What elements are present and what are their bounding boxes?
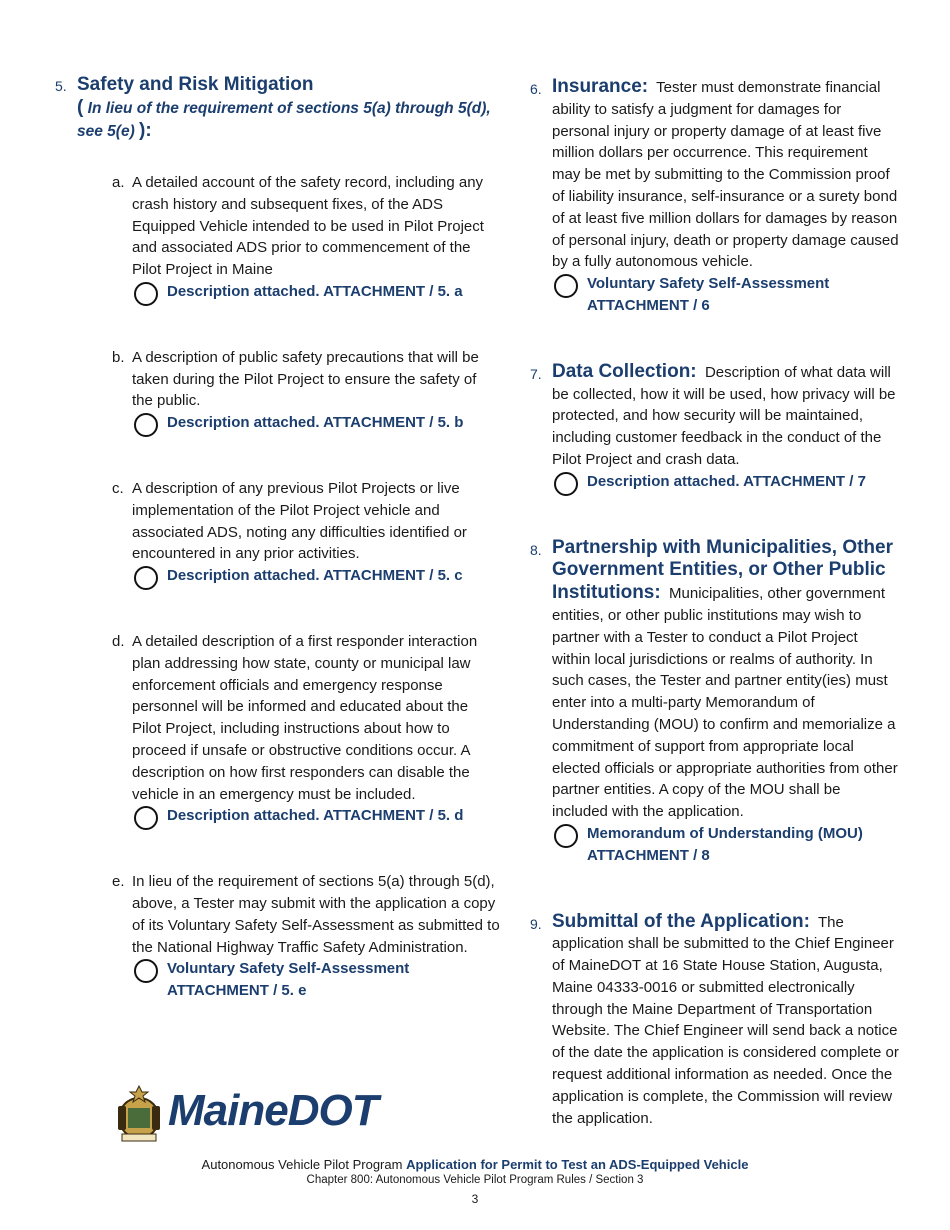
list-item: b. A description of public safety precautions that will be taken during the Pilot Project to ensure the safety of the public. Description attached. ATTACHMENT / 5. b: [55, 347, 500, 434]
section-7: 7. Data Collection: Description of what data will be collected, how it will be used, how privacy will be protected, and how security will be maintained, including customer feedback in the conduct of the Pilot Project and crash data. Description attached. ATTACHMENT / 7: [530, 361, 900, 493]
attachment-checkbox-5e[interactable]: Voluntary Safety Self-Assessment ATTACHMENT / 5. e: [132, 958, 500, 1002]
section-subtitle: ( In lieu of the requirement of sections 5(a) through 5(d), see 5(e) ):: [77, 97, 491, 141]
list-item: a. A detailed account of the safety record, including any crash history and subsequent fixes, of the ADS Equipped Vehicle intended to be used in Pilot Project and associated ADS prior to commencement of the Pilot Project in Maine Description attached. ATTACHMENT / 5. a: [55, 172, 500, 303]
section-heading: Submittal of the Application:: [552, 910, 810, 932]
attachment-checkbox-6[interactable]: Voluntary Safety Self-Assessment ATTACHMENT / 6: [552, 273, 900, 317]
radio-circle-icon[interactable]: [554, 824, 578, 848]
radio-circle-icon[interactable]: [134, 959, 158, 983]
radio-circle-icon[interactable]: [554, 472, 578, 496]
radio-circle-icon[interactable]: [134, 566, 158, 590]
section-5-heading: [55, 73, 500, 143]
left-column: [55, 70, 500, 1002]
section-heading: Data Collection:: [552, 360, 697, 382]
radio-circle-icon[interactable]: [134, 282, 158, 306]
footer-program: Autonomous Vehicle Pilot Program: [201, 1157, 403, 1172]
list-item: d. A detailed description of a first responder interaction plan addressing how state, county or municipal law enforcement officials and emergency response personnel will be informed and educated about the Pilot Project, including instructions about how to proceed if unsafe or obstructive conditions occur. A description on how first responders can disable the vehicle in an emergency must be included. Description attached. ATTACHMENT / 5. d: [55, 631, 500, 827]
section-number: 5.: [55, 78, 67, 94]
mainedot-logo: [112, 1080, 378, 1144]
list-item: c. A description of any previous Pilot Projects or live implementation of the Pilot Project vehicle and associated ADS, noting any difficulties identified or encountered in any prior activities. Description attached. ATTACHMENT / 5. c: [55, 478, 500, 587]
attachment-checkbox-5c[interactable]: Description attached. ATTACHMENT / 5. c: [132, 565, 500, 587]
section-heading: Partnership with Municipalities, Other Government Entities, or Other Public Institutions:: [552, 536, 893, 604]
logo-wordmark: MaineDOT: [168, 1086, 378, 1135]
section-8: 8. Partnership with Municipalities, Other Government Entities, or Other Public Institutions: Municipalities, other government entities, or other public institutions may wish to partner with a Tester to conduct a Pilot Project within local jurisdictions or realms of authority. In such cases, the Tester and partner entity(ies) must enter into a multi-party Memorandum of Understanding (MOU) to confirm and memorialize a commitment of support from appropriate local elected officials or appropriate authorities from other partner entities. A copy of the MOU shall be included with the application. Memorandum of Understanding (MOU) ATTACHMENT / 8: [530, 537, 900, 867]
attachment-checkbox-7[interactable]: Description attached. ATTACHMENT / 7: [552, 471, 900, 493]
page-number: 3: [471, 1192, 479, 1206]
attachment-checkbox-8[interactable]: Memorandum of Understanding (MOU) ATTACHMENT / 8: [552, 823, 900, 867]
attachment-checkbox-5b[interactable]: Description attached. ATTACHMENT / 5. b: [132, 412, 500, 434]
section-6: 6. Insurance: Tester must demonstrate financial ability to satisfy a judgment for damages for personal injury or property damage of at least five million dollars per occurrence. This requirement may be met by submitting to the Commission proof of liability insurance, self-insurance or a surety bond of at least five million dollars for damages by reason of personal injury, death or property damage caused by a fully autonomous vehicle. Voluntary Safety Self-Assessment ATTACHMENT / 6: [530, 76, 900, 317]
page-footer: [0, 1157, 950, 1207]
section-title: Safety and Risk Mitigation: [77, 74, 314, 95]
section-9: 9. Submittal of the Application: The application shall be submitted to the Chief Engineer of MaineDOT at 16 State House Station, Augusta, Maine 04333-0016 or submitted electronically through the Maine Department of Transportation Website. The Chief Engineer will send back a notice of the date the application is considered complete or request additional information as needed. Once the application is complete, the Commission will review the application.: [530, 910, 899, 1127]
right-column: [530, 76, 900, 1129]
radio-circle-icon[interactable]: [134, 413, 158, 437]
footer-chapter: Chapter 800: Autonomous Vehicle Pilot Program Rules / Section 3: [306, 1174, 644, 1186]
radio-circle-icon[interactable]: [134, 806, 158, 830]
section-heading: Insurance:: [552, 76, 649, 97]
state-seal-icon: [112, 1080, 166, 1144]
attachment-checkbox-5d[interactable]: Description attached. ATTACHMENT / 5. d: [132, 805, 500, 827]
attachment-checkbox-5a[interactable]: Description attached. ATTACHMENT / 5. a: [132, 281, 500, 303]
radio-circle-icon[interactable]: [554, 274, 578, 298]
list-item: e. In lieu of the requirement of sections 5(a) through 5(d), above, a Tester may submit with the application a copy of its Voluntary Safety Self-Assessment as submitted to the National Highway Traffic Safety Administration. Voluntary Safety Self-Assessment ATTACHMENT / 5. e: [55, 871, 500, 1002]
footer-app-title: Application for Permit to Test an ADS-Equipped Vehicle: [406, 1157, 749, 1172]
